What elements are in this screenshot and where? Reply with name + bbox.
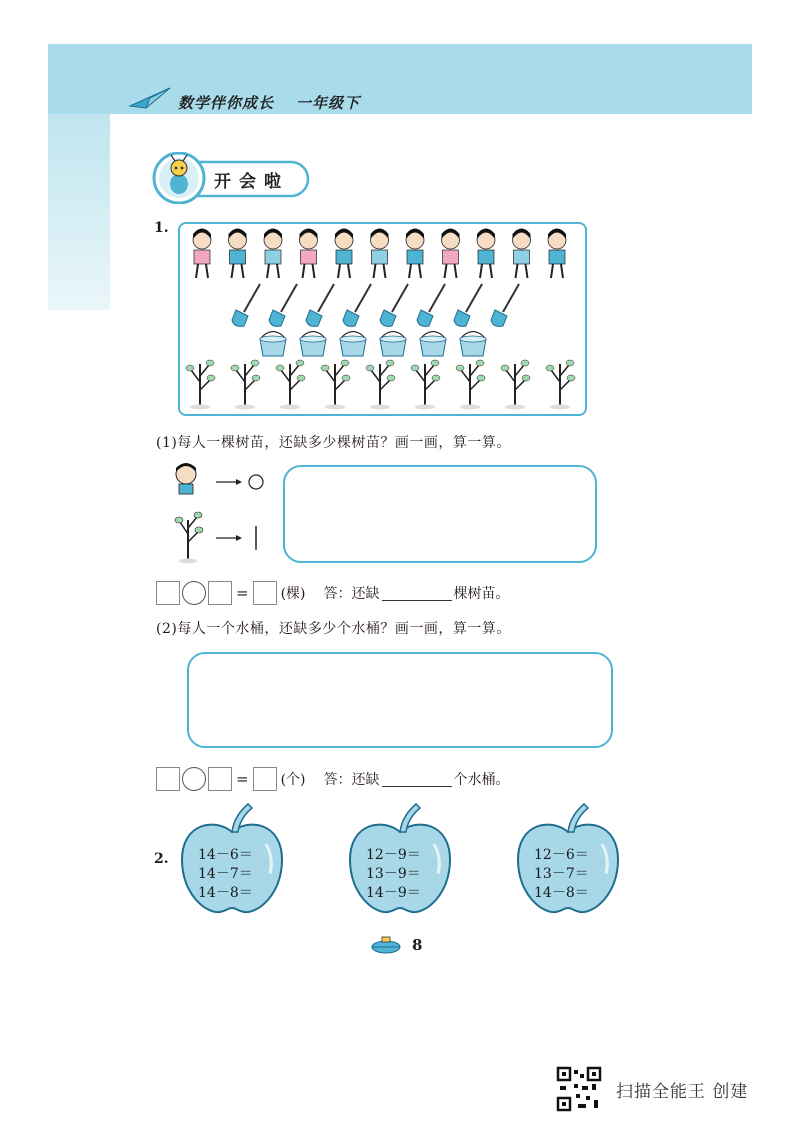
sapling-icon: [366, 360, 395, 410]
unit-label: (个): [280, 772, 306, 788]
operator-circle[interactable]: [182, 581, 206, 605]
header-side-fade: [48, 114, 110, 310]
subtraction-problem[interactable]: 12－6＝: [534, 847, 589, 863]
answer-prefix: 答：还缺: [323, 772, 380, 788]
sapling-icon: [276, 360, 305, 410]
sapling-icon: [411, 360, 440, 410]
subtraction-problem[interactable]: 14－8＝: [534, 885, 589, 901]
bucket-icon: [460, 332, 486, 357]
answer-box[interactable]: [208, 767, 232, 791]
section-title: 开会啦: [214, 172, 289, 192]
book-title: 数学伴你成长: [178, 94, 275, 112]
subtraction-problem[interactable]: 14－7＝: [198, 866, 253, 882]
answer-blank[interactable]: [382, 772, 452, 787]
shovel-icon: [306, 284, 334, 326]
equals-sign: =: [236, 584, 249, 602]
child-figure: [300, 229, 318, 279]
paper-plane-icon: [128, 84, 172, 110]
equation-row-2: [156, 767, 510, 791]
subtraction-problem[interactable]: 13－9＝: [366, 866, 421, 882]
sapling-icon: [501, 360, 530, 410]
answer-suffix: 个水桶。: [453, 772, 510, 788]
child-figure: [548, 229, 566, 279]
answer-box[interactable]: [253, 767, 277, 791]
apple-card: [176, 802, 288, 920]
book-header-title: [178, 92, 382, 113]
shovel-icon: [343, 284, 371, 326]
child-figure: [371, 229, 389, 279]
watermark-text: 扫描全能王 创建: [616, 1081, 749, 1102]
answer-prefix: 答：还缺: [323, 586, 380, 602]
child-figure: [193, 229, 211, 279]
apple-card: [344, 802, 456, 920]
bucket-icon: [420, 332, 446, 357]
subtraction-problem[interactable]: 14－6＝: [198, 847, 253, 863]
shovel-icon: [232, 284, 260, 326]
shovel-icon: [454, 284, 482, 326]
answer-suffix: 棵树苗。: [453, 586, 510, 602]
apple-equations: [534, 846, 589, 903]
question-1-part1-prompt: (1)每人一棵树苗，还缺多少棵树苗？画一画，算一算。: [156, 435, 511, 451]
shovel-icon: [417, 284, 445, 326]
bucket-icon: [380, 332, 406, 357]
drawing-area-2[interactable]: [187, 652, 613, 748]
bucket-icon: [300, 332, 326, 357]
unit-label: (棵): [280, 586, 306, 602]
bucket-icon: [260, 332, 286, 357]
shovel-icon: [491, 284, 519, 326]
subtraction-problem[interactable]: 14－9＝: [366, 885, 421, 901]
answer-box[interactable]: [253, 581, 277, 605]
question-1-part2-prompt: (2)每人一个水桶，还缺多少个水桶？画一画，算一算。: [156, 621, 511, 637]
sapling-icon: [456, 360, 485, 410]
meeting-picture: [180, 224, 585, 414]
subtraction-problem[interactable]: 14－8＝: [198, 885, 253, 901]
child-figure: [264, 229, 282, 279]
scanner-watermark: [556, 1066, 748, 1112]
child-figure: [335, 229, 353, 279]
child-figure: [442, 229, 460, 279]
qr-code-icon: [556, 1066, 602, 1112]
sapling-icon: [546, 360, 575, 410]
page-number: 8: [412, 936, 423, 954]
sapling-icon: [231, 360, 260, 410]
answer-box[interactable]: [156, 581, 180, 605]
child-figure: [477, 229, 495, 279]
airplane-mascot-icon: [368, 934, 404, 956]
subtraction-problem[interactable]: 12－9＝: [366, 847, 421, 863]
operator-circle[interactable]: [182, 767, 206, 791]
answer-blank[interactable]: [382, 586, 452, 601]
sapling-icon: [175, 512, 203, 564]
grade-label: 一年级下: [296, 94, 361, 112]
shovel-icon: [380, 284, 408, 326]
child-figure: [229, 229, 247, 279]
answer-box[interactable]: [208, 581, 232, 605]
page-footer: [368, 934, 422, 956]
shovel-icon: [269, 284, 297, 326]
question-2-number: 2.: [154, 851, 169, 867]
question-1-number: 1.: [154, 220, 169, 236]
sapling-icon: [321, 360, 350, 410]
apple-equations: [366, 846, 421, 903]
sapling-icon: [186, 360, 215, 410]
drawing-area-1[interactable]: [283, 465, 597, 563]
meeting-picture-box: [178, 222, 587, 416]
circle-symbol-icon: [249, 475, 263, 489]
child-icon: [176, 463, 196, 494]
child-figure: [406, 229, 424, 279]
subtraction-problem[interactable]: 13－7＝: [534, 866, 589, 882]
equation-row-1: [156, 581, 510, 605]
equals-sign: =: [236, 770, 249, 788]
bucket-icon: [340, 332, 366, 357]
apple-equations: [198, 846, 253, 903]
answer-box[interactable]: [156, 767, 180, 791]
drawing-legend: [172, 462, 272, 564]
apple-card: [512, 802, 624, 920]
child-figure: [513, 229, 531, 279]
